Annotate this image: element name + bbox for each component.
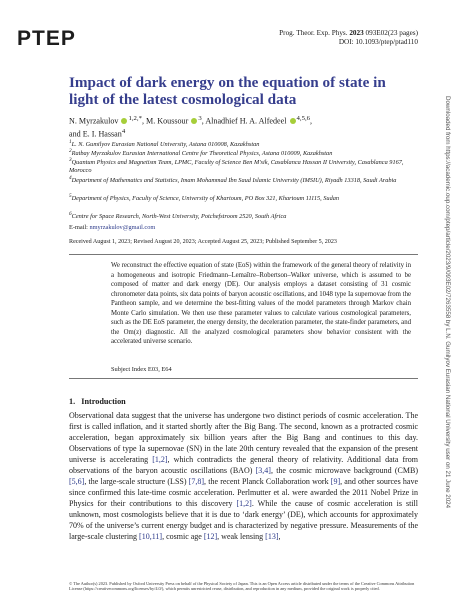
affiliation-text: Department of Mathematics and Statistics, Imam Mohammad Ibn Saud Islamic University (IMSIU), Riyadh 13318, Saudi Arabia bbox=[71, 177, 397, 185]
section-heading bbox=[69, 397, 126, 406]
affiliation-number: 3 bbox=[69, 157, 72, 163]
section-number: 1. bbox=[69, 397, 76, 406]
orcid-icon[interactable] bbox=[121, 118, 127, 124]
citation-link[interactable]: [13] bbox=[265, 532, 279, 541]
download-notice-text: Downloaded from https://academic.oup.com/ptep/article/2023/9/093E02/7263558 by L.N. Gumilyov Eurasian National University user on 21 June 2024 bbox=[444, 96, 451, 509]
citation-link[interactable]: [5,6] bbox=[69, 477, 85, 486]
introduction-text bbox=[69, 410, 418, 542]
divider bbox=[69, 378, 418, 379]
email-link[interactable]: nmyrzakulov@gmail.com bbox=[89, 224, 156, 231]
orcid-icon[interactable] bbox=[191, 118, 197, 124]
affiliation-6 bbox=[69, 210, 419, 221]
affiliation-text: Centre for Space Research, North-West University, Potchefstroom 2520, South Africa bbox=[71, 213, 287, 221]
publication-dates: Received August 1, 2023; Revised August 20, 2023; Accepted August 25, 2023; Published September 5, 2023 bbox=[69, 239, 337, 245]
citation-link[interactable]: [1,2] bbox=[236, 499, 252, 508]
intro-text: , the recent Planck Collaboration work bbox=[204, 477, 331, 486]
journal-citation bbox=[279, 29, 418, 38]
intro-text: , the cosmic microwave background (CMB) bbox=[270, 466, 418, 475]
affiliation-number: 1 bbox=[69, 139, 72, 145]
section-title: Introduction bbox=[81, 397, 126, 406]
journal-name: Prog. Theor. Exp. Phys. bbox=[279, 29, 348, 37]
intro-text: , the large-scale structure (LSS) bbox=[84, 477, 189, 486]
author-1: N. Myrzakulov bbox=[69, 116, 119, 126]
author-separator: , bbox=[310, 116, 313, 126]
orcid-icon[interactable] bbox=[290, 118, 296, 124]
affiliation-text: Quantum Physics and Magnetism Team, LPMC, Faculty of Science Ben M'sik, Casablanca Hassan II University, Casablanca 9167, Morocco bbox=[69, 159, 404, 175]
affiliation-text: L. N. Gumilyov Eurasian National University, Astana 010008, Kazakhstan bbox=[71, 141, 260, 149]
intro-text: , which contradicts the general theory of relativity. Additional data from observations of the baryon acoustic oscillations (BAO) bbox=[69, 455, 419, 475]
intro-text: Observational data suggest that the universe has undergone two distinct periods of cosmic acceleration. The first is called inflation, and it started shortly after the Big Bang. The second, known as a protracted cosmic acceleration, began approximately six billion years after the Big Bang and continues to this day. Observations of type Ia supernovae (SN) in the late 20th century revealed that the expansion of the present universe is accelerating bbox=[69, 411, 418, 464]
intro-text: . While the cause of cosmic acceleration is still unknown, most cosmologists believe that it is due to ‘dark energy’ (DE), which accounts for approximately 70% of the universe’s current energy budget and is characterized by negative pressure. Measurements of the large-scale clustering bbox=[69, 499, 418, 541]
affiliation-5 bbox=[69, 192, 419, 203]
affiliation-text: Ratbay Myrzakulov Eurasian International Centre for Theoretical Physics, Astana 010009, Kazakhstan bbox=[71, 150, 333, 158]
journal-logo: PTEP bbox=[17, 27, 76, 50]
affiliation-number: 6 bbox=[69, 211, 72, 217]
author-1-affil: 1,2,* bbox=[128, 115, 142, 122]
intro-text: , cosmic age bbox=[162, 532, 204, 541]
citation-link[interactable]: [10,11] bbox=[139, 532, 163, 541]
intro-text: , weak lensing bbox=[217, 532, 266, 541]
article-number: 093E02(23 pages) bbox=[365, 29, 418, 37]
author-4: and E. I. Hassan bbox=[69, 129, 122, 139]
abstract: We reconstruct the effective equation of state (EoS) within the framework of the general theory of relativity in a homogeneous and isotropic Friedmann–Lemaître–Robertson–Walker universe, which is assumed to be composed of matter and dark energy (DE). Our analysis employs a dataset consisting of 31 cosmic chronometer data points, six data points of baryon acoustic oscillations, and 1048 type Ia supernovae from the Pantheon sample, and we determine the best-fitting values of the model parameters through Markov chain Monte Carlo simulation. We then use these parameter values to calculate various cosmological parameters, such as the DE EoS parameter, the energy density, the deceleration parameter, the state-finder parameters, and the Om(z) diagnostic. All the analyzed cosmological parameters show behavior consistent with the accelerated universe scenario. bbox=[111, 262, 411, 345]
author-4-affil: 4 bbox=[121, 127, 126, 135]
affiliation-number: 5 bbox=[69, 193, 72, 199]
affiliation-number: 2 bbox=[69, 148, 72, 154]
affiliation-3 bbox=[69, 156, 419, 176]
affiliation-number: 4 bbox=[69, 175, 72, 181]
citation-link[interactable]: [1,2] bbox=[152, 455, 168, 464]
author-2-affil: 3 bbox=[198, 115, 202, 122]
divider bbox=[69, 254, 418, 255]
intro-text: , bbox=[278, 532, 281, 541]
author-2: , M. Koussour bbox=[141, 116, 189, 126]
article-title: Impact of dark energy on the equation of state in light of the latest cosmological data bbox=[69, 74, 386, 108]
citation-link[interactable]: [12] bbox=[203, 532, 218, 541]
subject-index: Subject Index E03, E64 bbox=[111, 366, 172, 373]
citation-link[interactable]: [3,4] bbox=[255, 466, 271, 475]
download-notice bbox=[443, 96, 455, 516]
author-3-affil: 4,5,6 bbox=[296, 115, 310, 122]
affiliation-text: Department of Physics, Faculty of Science, University of Khartoum, PO Box 321, Khartoum 11115, Sudan bbox=[71, 195, 340, 203]
affiliation-4 bbox=[69, 174, 419, 185]
citation-link[interactable]: [7,8] bbox=[188, 477, 205, 486]
journal-year: 2023 bbox=[349, 29, 364, 37]
corresponding-email bbox=[69, 224, 155, 231]
author-list bbox=[69, 114, 399, 139]
citation-link[interactable]: [9] bbox=[330, 477, 341, 486]
author-3: , Alnadhief H. A. Alfedeel bbox=[201, 116, 287, 126]
copyright-footnote: © The Author(s) 2023. Published by Oxford University Press on behalf of the Physical Society of Japan. This is an Open Access article distributed under the terms of the Creative Commons Attribution License (https://creativecommons.org/licenses/by/4.0/), which permits unrestricted reuse, distribution, and reproduction in any medium, provided the original work is properly cited. bbox=[69, 581, 415, 592]
email-label: E-mail: bbox=[69, 224, 88, 231]
intro-text: , and other sources have since confirmed this late-time cosmic acceleration. Perlmutter et al. were awarded the 2011 Nobel Prize in Physics for their contributions to this discovery bbox=[69, 477, 418, 508]
doi-line: DOI: 10.1093/ptep/ptad110 bbox=[338, 38, 418, 46]
